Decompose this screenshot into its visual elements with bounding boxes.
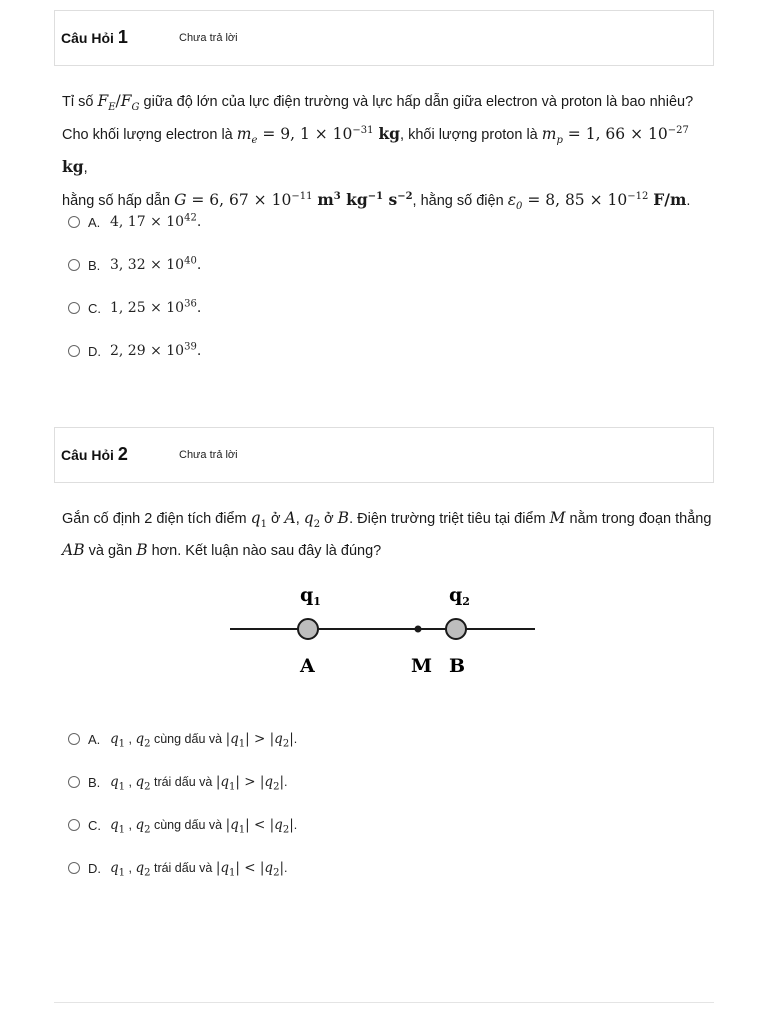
question-2-header: [54, 427, 714, 483]
question-1-option-b[interactable]: B. 3, $32 \times 10^{40}$.: [68, 253, 201, 277]
question-1-title: Câu Hỏi 1: [61, 27, 128, 47]
radio-button[interactable]: [68, 302, 80, 314]
question-2-option-b[interactable]: B. $q_1$ , $q_2$ trái dấu và $|q_1| > |q_2|$.: [68, 770, 288, 794]
question-2-status: Chưa trả lời: [179, 449, 238, 461]
label-a: A: [300, 655, 315, 677]
question-1-text: Tỉ số $F_E/F_G$ giữa độ lớn của lực điện trường và lực hấp dẫn giữa electron và proton là bao nhiêu? Cho khối lượng electron là $m_e = 9$, $1 \times 10^{-31}$ kg, khối lượng proton là $m_p = 1$, $66 \times 10^{-27}$ kg, hằng số hấp dẫn G = 6, $67 \times 10^{-11}$ $m^3$ $kg^{-1}$ $s^{-2}$, hằng số điện $\varepsilon_0 = 8$, $85 \times 10^{-12}$ F/m.: [62, 92, 694, 213]
radio-button[interactable]: [68, 259, 80, 271]
question-1-option-c[interactable]: C. 1, $25 \times 10^{36}$.: [68, 296, 201, 320]
question-2-option-a[interactable]: A. $q_1$ , $q_2$ cùng dấu và $|q_1| > |q_2|$.: [68, 727, 297, 751]
label-m: M: [411, 655, 433, 677]
question-1-status: Chưa trả lời: [179, 32, 238, 44]
question-2-text: Gắn cố định 2 điện tích điểm $q_1$ ở A, $q_2$ ở B. Điện trường triệt tiêu tại điểm M nằm trong đoạn thẳng AB và gần B hơn. Kết luận nào sau đây là đúng?: [62, 509, 712, 559]
charge-q1: [298, 619, 318, 639]
question-2-option-d[interactable]: D. $q_1$ , $q_2$ trái dấu và $|q_1| < |q_2|$.: [68, 856, 288, 880]
question-1-header: [54, 10, 714, 66]
radio-button[interactable]: [68, 216, 80, 228]
radio-button[interactable]: [68, 345, 80, 357]
question-2-option-c[interactable]: C. $q_1$ , $q_2$ cùng dấu và $|q_1| < |q_2|$.: [68, 813, 297, 837]
radio-button[interactable]: [68, 862, 80, 874]
radio-button[interactable]: [68, 733, 80, 745]
radio-button[interactable]: [68, 776, 80, 788]
divider: [54, 1002, 714, 1003]
radio-button[interactable]: [68, 819, 80, 831]
question-1-option-d[interactable]: D. 2, $29 \times 10^{39}$.: [68, 339, 201, 363]
label-q2: $q_2$: [449, 584, 470, 608]
charges-diagram: [225, 582, 540, 682]
charge-q2: [446, 619, 466, 639]
label-q1: $q_1$: [300, 584, 321, 608]
point-m-dot: [415, 626, 422, 633]
label-b: B: [449, 655, 466, 677]
question-1-option-a[interactable]: A. 4, $17 \times 10^{42}$.: [68, 210, 201, 234]
question-2-title: Câu Hỏi 2: [61, 444, 128, 464]
